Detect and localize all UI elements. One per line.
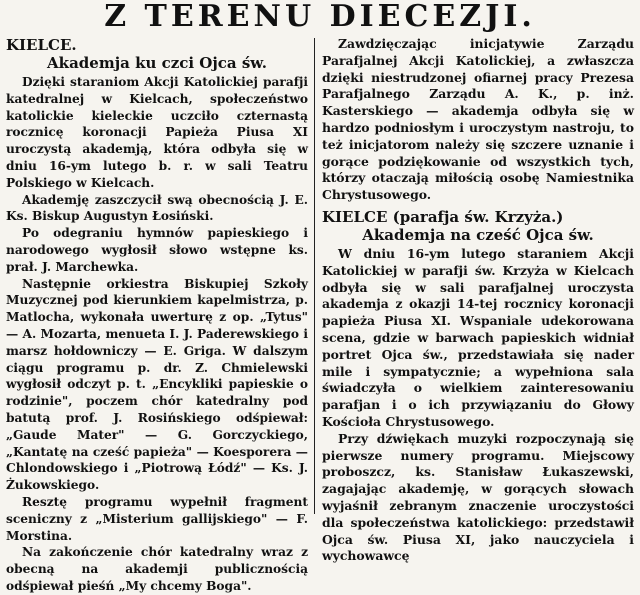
paragraph: W dniu 16-ym lutego staraniem Akcji Katolickiej w parafji św. Krzyża w Kielcach odbyła się w sali parafjalnej uroczysta akademja z okazji 14-tej rocznicy koronacji papieża Piusa XI. Wspaniale udekorowana scena, gdzie w barwach papieskich widniał portret Ojca św., przedstawiała się nader mile i sympatycznie; a wypełniona sala świadczyła o wielkiem zainteresowaniu parafjan i o ich przywiązaniu do Głowy Kościoła Chrystusowego.	[322, 245, 634, 429]
paragraph: Akademję zaszczycił swą obecnością J. E. Ks. Biskup Augustyn Łosiński.	[6, 192, 308, 224]
right-column	[322, 36, 634, 564]
column-divider	[314, 38, 315, 514]
article-heading: Akademja ku czci Ojca św.	[47, 54, 267, 72]
section-masthead: Z TERENU DIECEZJI.	[104, 0, 536, 34]
article-place: KIELCE (parafja św. Krzyża.)	[322, 207, 564, 226]
paragraph: Na zakończenie chór katedralny wraz z obecną na akademji publicznością odśpiewał pieśń „My chcemy Boga".	[6, 545, 308, 593]
paragraph: Dzięki staraniom Akcji Katolickiej parafji katedralnej w Kielcach, społeczeństwo katolickie kieleckie uczciło czternastą rocznicę koronacji Papieża Piusa XI uroczystą akademją, która odbyła się w dniu 16-ym lutego b. r. w sali Teatru Polskiego w Kielcach.	[6, 75, 308, 190]
paragraph: Zawdzięczając inicjatywie Zarządu Parafjalnej Akcji Katolickiej, a zwłaszcza dzięki niestrudzonej ofiarnej pracy Prezesa Parafjalnego Zarządu A. K., p. inż. Kasterskiego — akademja odbyła się w hardzo podniosłym i uroczystym nastroju, to też inicjatorom należy się szczere uznanie i gorące podziękowanie od wszystkich tych, którzy otaczają miłością osobę Namiestnika Chrystusowego.	[322, 36, 634, 203]
left-column	[6, 36, 308, 593]
paragraph: Przy dźwiękach muzyki rozpoczynają się pierwsze numery programu. Miejscowy proboszcz, ks. Stanisław Łukaszewski, zagajając akademję, w gorących słowach wyjaśnił zebranym znaczenie uroczystości dla społeczeństwa katolickiego: przedstawił Ojca św. Piusa XI, jako nauczyciela i wychowawcę	[322, 430, 634, 564]
paragraph: Resztę programu wypełnił fragment sceniczny z „Misterium gallijskiego" — F. Morstina.	[6, 494, 308, 543]
article-heading: Akademja na cześć Ojca św.	[362, 225, 594, 244]
article-place: KIELCE.	[6, 36, 77, 54]
paragraph: Po odegraniu hymnów papieskiego i narodowego wygłosił słowo wstępne ks. prał. J. Marchewka.	[6, 226, 308, 274]
paragraph: Następnie orkiestra Biskupiej Szkoły Muzycznej pod kierunkiem kapelmistrza, p. Matlocha, wykonała uwerturę z op. „Tytus" — A. Mozarta, menueta I. J. Paderewskiego i marsz hołdowniczy — E. Griga. W dalszym ciągu programu p. dr. Z. Chmielewski wygłosił odczyt p. t. „Encykliki papieskie o rodzinie", poczem chór katedralny pod batutą prof. J. Rosińskiego odśpiewał: „Gaude Mater" — G. Gorczyckiego, „Kantatę na cześć papieża" — Koesporera — Chlondowskiego i „Piotrową Łódź" — Ks. J. Żukowskiego.	[6, 276, 308, 493]
